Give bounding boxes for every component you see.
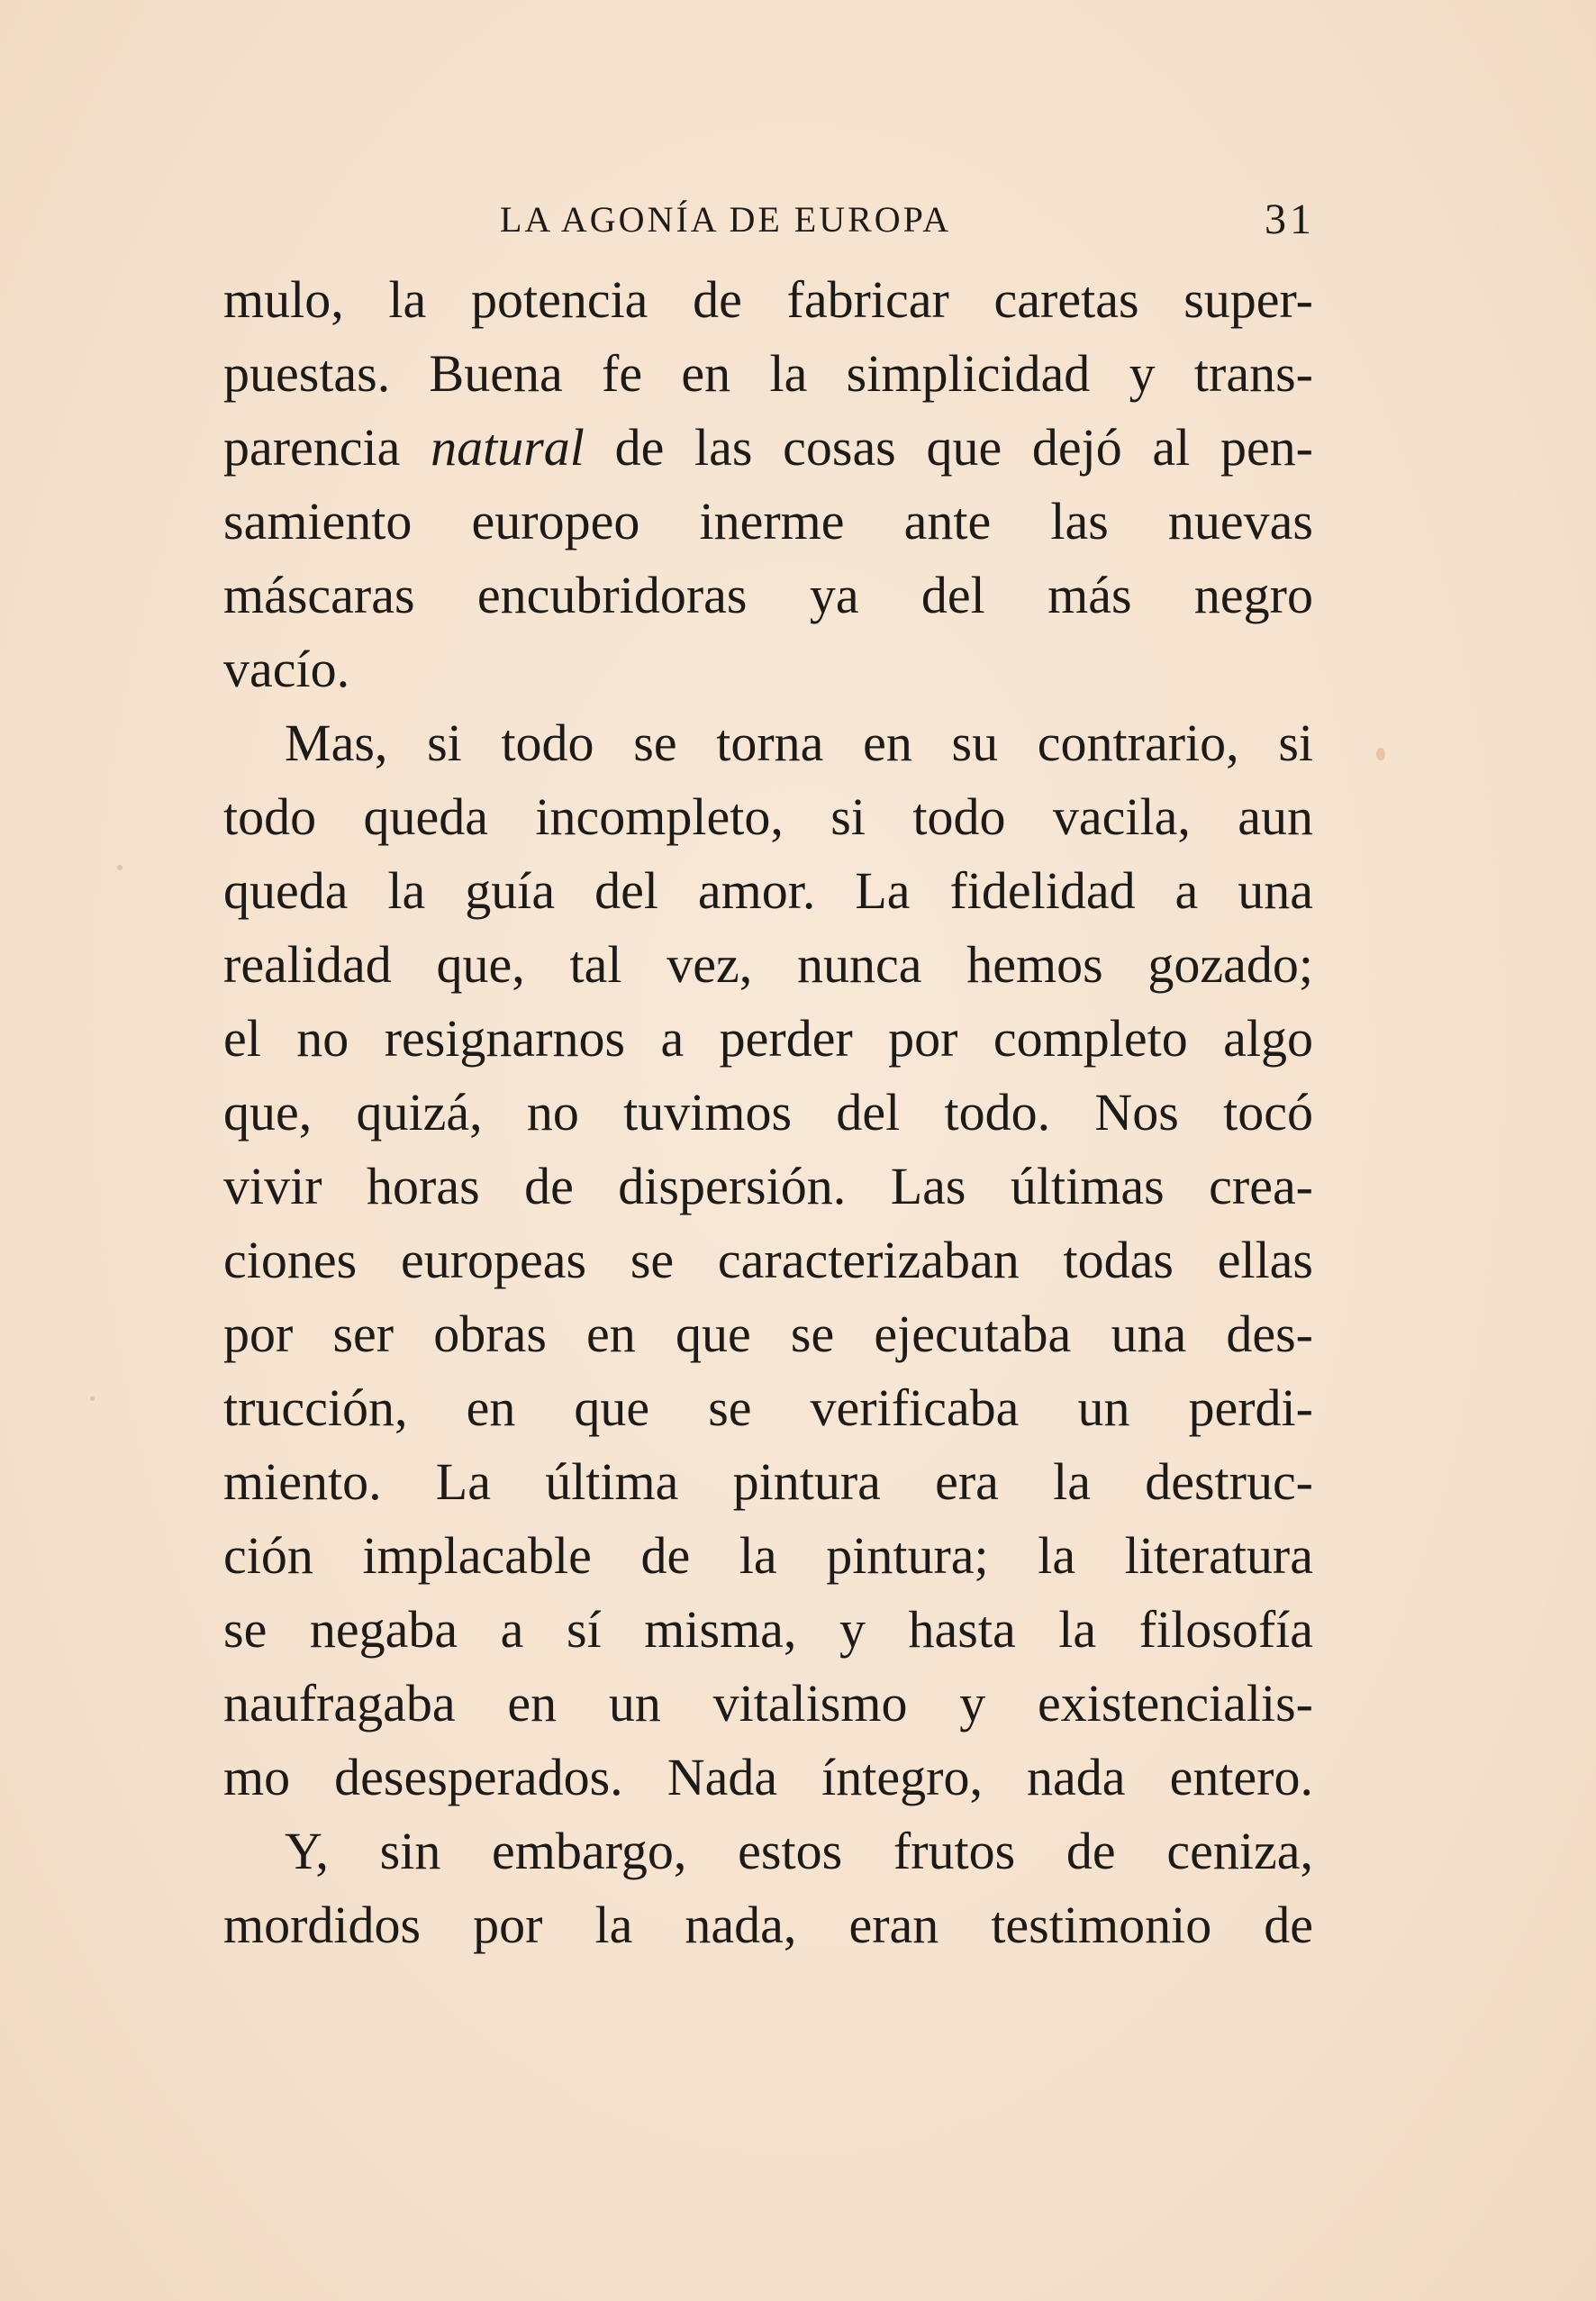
text-line: mordidos por la nada, eran testimonio de [223, 1896, 1313, 1954]
text-line: puestas. Buena fe en la simplicidad y trans- [223, 344, 1313, 403]
running-title: LA AGONÍA DE EUROPA [500, 199, 952, 240]
text-line-with-italic [223, 411, 1313, 485]
text-line: que, quizá, no tuvimos del todo. Nos tocó [223, 1083, 1313, 1141]
body-text [223, 263, 1313, 1962]
paper-speck [90, 1396, 95, 1401]
text-line: realidad que, tal vez, nunca hemos gozado; [223, 935, 1313, 994]
text-fragment: parencia [223, 418, 401, 477]
text-line: el no resignarnos a perder por completo algo [223, 1009, 1313, 1068]
text-line: por ser obras en que se ejecutaba una des- [223, 1305, 1313, 1363]
text-line: Y, sin embargo, estos frutos de ceniza, [285, 1822, 1313, 1880]
text-line: naufragaba en un vitalismo y existencialis- [223, 1674, 1313, 1733]
text-line: vivir horas de dispersión. Las últimas crea- [223, 1157, 1313, 1215]
text-line: samiento europeo inerme ante las nuevas [223, 492, 1313, 550]
italic-word: natural [431, 418, 585, 477]
text-line: queda la guía del amor. La fidelidad a una [223, 861, 1313, 920]
text-line: miento. La última pintura era la destruc- [223, 1452, 1313, 1511]
paper-speck [1376, 748, 1385, 760]
paper-speck [117, 865, 122, 870]
running-head [225, 193, 1315, 247]
text-line: se negaba a sí misma, y hasta la filosofía [223, 1600, 1313, 1659]
text-line: vacío. [223, 640, 350, 698]
text-line: trucción, en que se verificaba un perdi- [223, 1378, 1313, 1437]
text-line: mulo, la potencia de fabricar caretas super- [223, 270, 1313, 329]
text-line: Mas, si todo se torna en su contrario, si [285, 714, 1313, 772]
text-line: todo queda incompleto, si todo vacila, aun [223, 787, 1313, 846]
page-number: 31 [1265, 196, 1315, 243]
text-line: ción implacable de la pintura; la literatura [223, 1526, 1313, 1585]
text-line: máscaras encubridoras ya del más negro [223, 566, 1313, 624]
text-fragment: de las cosas que dejó al pen- [614, 418, 1313, 477]
text-line: mo desesperados. Nada íntegro, nada entero. [223, 1748, 1313, 1806]
text-line: ciones europeas se caracterizaban todas ellas [223, 1231, 1313, 1289]
